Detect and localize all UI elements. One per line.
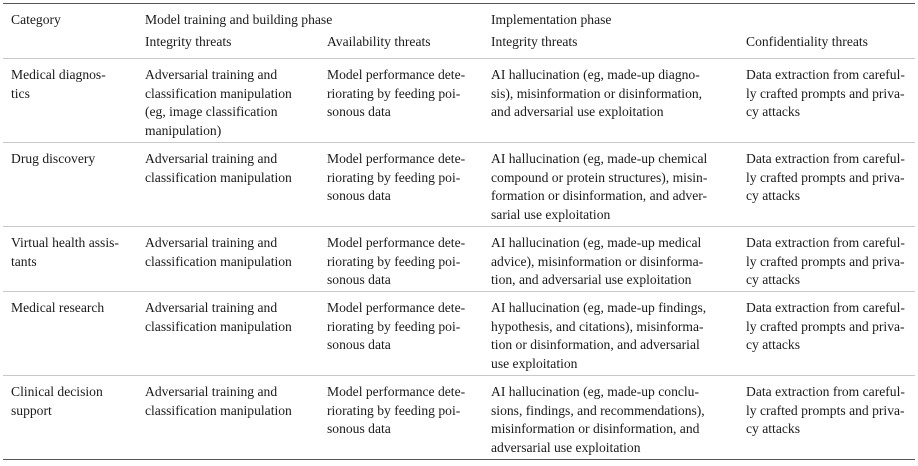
cell-text-line: Adversarial training and	[145, 235, 278, 250]
table-row	[3, 143, 915, 227]
cell-text-line: Model performance dete-	[327, 300, 466, 315]
header-blank	[3, 33, 137, 59]
cell-text-line: sonous data	[327, 337, 391, 352]
cell-text-line: (eg, image classification	[145, 104, 278, 119]
cell-text-line: ly crafted prompts and priva-	[746, 402, 905, 418]
cell-text-line: ly crafted prompts and priva-	[746, 85, 905, 101]
cell-text-line: Clinical decision	[11, 384, 103, 399]
cell-text-line: riorating by feeding poi-	[327, 318, 461, 334]
header-availability-threats: Availability threats	[327, 34, 431, 49]
cell-implementation-integrity	[483, 59, 738, 143]
header-integrity-threats-training: Integrity threats	[145, 34, 232, 49]
cell-availability	[319, 292, 483, 376]
cell-text-line: Adversarial training and	[145, 384, 278, 399]
cell-text-line: classification manipulation	[145, 253, 292, 269]
table-row	[3, 227, 915, 292]
cell-implementation-integrity	[483, 376, 738, 460]
cell-training-integrity	[137, 376, 319, 460]
cell-category	[3, 227, 137, 292]
cell-training-integrity	[137, 143, 319, 227]
cell-text-line: Virtual health assis-	[11, 235, 119, 250]
cell-text-line: AI hallucination (eg, made-up medical	[491, 235, 702, 250]
cell-category	[3, 376, 137, 460]
cell-text-line: tics	[11, 85, 30, 101]
cell-confidentiality	[738, 376, 915, 460]
cell-text-line: sonous data	[327, 104, 391, 119]
table-row	[3, 376, 915, 460]
cell-text-line: classification manipulation	[145, 402, 292, 418]
cell-text-line: Drug discovery	[11, 151, 96, 166]
cell-category	[3, 143, 137, 227]
threats-table	[3, 3, 915, 460]
header-integrity-threats-implementation: Integrity threats	[491, 34, 578, 49]
cell-confidentiality	[738, 292, 915, 376]
cell-text-line: hypothesis, and citations), misinforma-	[491, 318, 704, 334]
cell-text-line: Model performance dete-	[327, 151, 466, 166]
cell-availability	[319, 227, 483, 292]
cell-text-line: cy attacks	[746, 337, 800, 352]
header-row-phases	[3, 4, 915, 34]
cell-text-line: sonous data	[327, 188, 391, 203]
cell-text-line: formation or disinformation, and adver-	[491, 188, 708, 203]
cell-text-line: Data extraction from careful-	[746, 235, 905, 250]
cell-training-integrity	[137, 59, 319, 143]
cell-text-line: classification manipulation	[145, 85, 292, 101]
cell-availability	[319, 376, 483, 460]
cell-text-line: riorating by feeding poi-	[327, 85, 461, 101]
cell-implementation-integrity	[483, 143, 738, 227]
cell-text-line: misinformation or disinformation, and	[491, 421, 700, 436]
cell-text-line: AI hallucination (eg, made-up findings,	[491, 300, 707, 315]
cell-text-line: manipulation)	[145, 122, 222, 138]
cell-text-line: use exploitation	[491, 355, 578, 371]
cell-text-line: sions, findings, and recommendations),	[491, 402, 705, 418]
cell-text-line: Adversarial training and	[145, 300, 278, 315]
cell-availability	[319, 143, 483, 227]
cell-text-line: Adversarial training and	[145, 151, 278, 166]
threats-table-container	[3, 3, 915, 460]
cell-training-integrity	[137, 292, 319, 376]
header-category: Category	[3, 4, 137, 34]
table-header	[3, 4, 915, 59]
cell-text-line: riorating by feeding poi-	[327, 169, 461, 185]
cell-confidentiality	[738, 143, 915, 227]
cell-text-line: Model performance dete-	[327, 384, 466, 399]
cell-text-line: riorating by feeding poi-	[327, 253, 461, 269]
cell-text-line: Data extraction from careful-	[746, 67, 905, 82]
cell-confidentiality	[738, 227, 915, 292]
header-phase-implementation: Implementation phase	[483, 4, 915, 34]
cell-text-line: Model performance dete-	[327, 67, 466, 82]
cell-text-line: sarial use exploitation	[491, 206, 611, 222]
cell-text-line: Adversarial training and	[145, 67, 278, 82]
cell-text-line: tion, and adversarial use exploitation	[491, 272, 692, 287]
cell-text-line: classification manipulation	[145, 169, 292, 185]
cell-category	[3, 292, 137, 376]
cell-text-line: compound or protein structures), misin-	[491, 169, 708, 185]
cell-text-line: Medical diagnos-	[11, 67, 106, 82]
cell-implementation-integrity	[483, 292, 738, 376]
header-confidentiality-threats: Confidentiality threats	[746, 34, 868, 49]
cell-text-line: ly crafted prompts and priva-	[746, 253, 905, 269]
cell-text-line: AI hallucination (eg, made-up conclu-	[491, 384, 699, 399]
header-row-threats	[3, 33, 915, 59]
cell-availability	[319, 59, 483, 143]
cell-text-line: Model performance dete-	[327, 235, 466, 250]
cell-text-line: riorating by feeding poi-	[327, 402, 461, 418]
cell-text-line: cy attacks	[746, 421, 800, 436]
cell-text-line: cy attacks	[746, 104, 800, 119]
cell-text-line: sonous data	[327, 421, 391, 436]
cell-text-line: Data extraction from careful-	[746, 300, 905, 315]
cell-category	[3, 59, 137, 143]
cell-text-line: classification manipulation	[145, 318, 292, 334]
cell-text-line: cy attacks	[746, 188, 800, 203]
cell-text-line: sonous data	[327, 272, 391, 287]
cell-text-line: ly crafted prompts and priva-	[746, 169, 905, 185]
cell-text-line: tion or disinformation, and adversarial	[491, 337, 700, 352]
cell-text-line: tants	[11, 253, 37, 269]
cell-text-line: ly crafted prompts and priva-	[746, 318, 905, 334]
cell-text-line: support	[11, 402, 52, 418]
cell-text-line: Data extraction from careful-	[746, 151, 905, 166]
cell-text-line: AI hallucination (eg, made-up chemical	[491, 151, 708, 166]
table-body	[3, 59, 915, 460]
cell-text-line: Medical research	[11, 300, 105, 315]
header-phase-training: Model training and building phase	[137, 4, 483, 34]
cell-training-integrity	[137, 227, 319, 292]
cell-text-line: AI hallucination (eg, made-up diagno-	[491, 67, 700, 82]
cell-text-line: Data extraction from careful-	[746, 384, 905, 399]
cell-text-line: sis), misinformation or disinformation,	[491, 85, 703, 101]
cell-text-line: adversarial use exploitation	[491, 439, 641, 455]
table-row	[3, 59, 915, 143]
cell-text-line: advice), misinformation or disinforma-	[491, 253, 704, 269]
cell-text-line: cy attacks	[746, 272, 800, 287]
cell-implementation-integrity	[483, 227, 738, 292]
cell-confidentiality	[738, 59, 915, 143]
table-row	[3, 292, 915, 376]
cell-text-line: and adversarial use exploitation	[491, 104, 664, 119]
